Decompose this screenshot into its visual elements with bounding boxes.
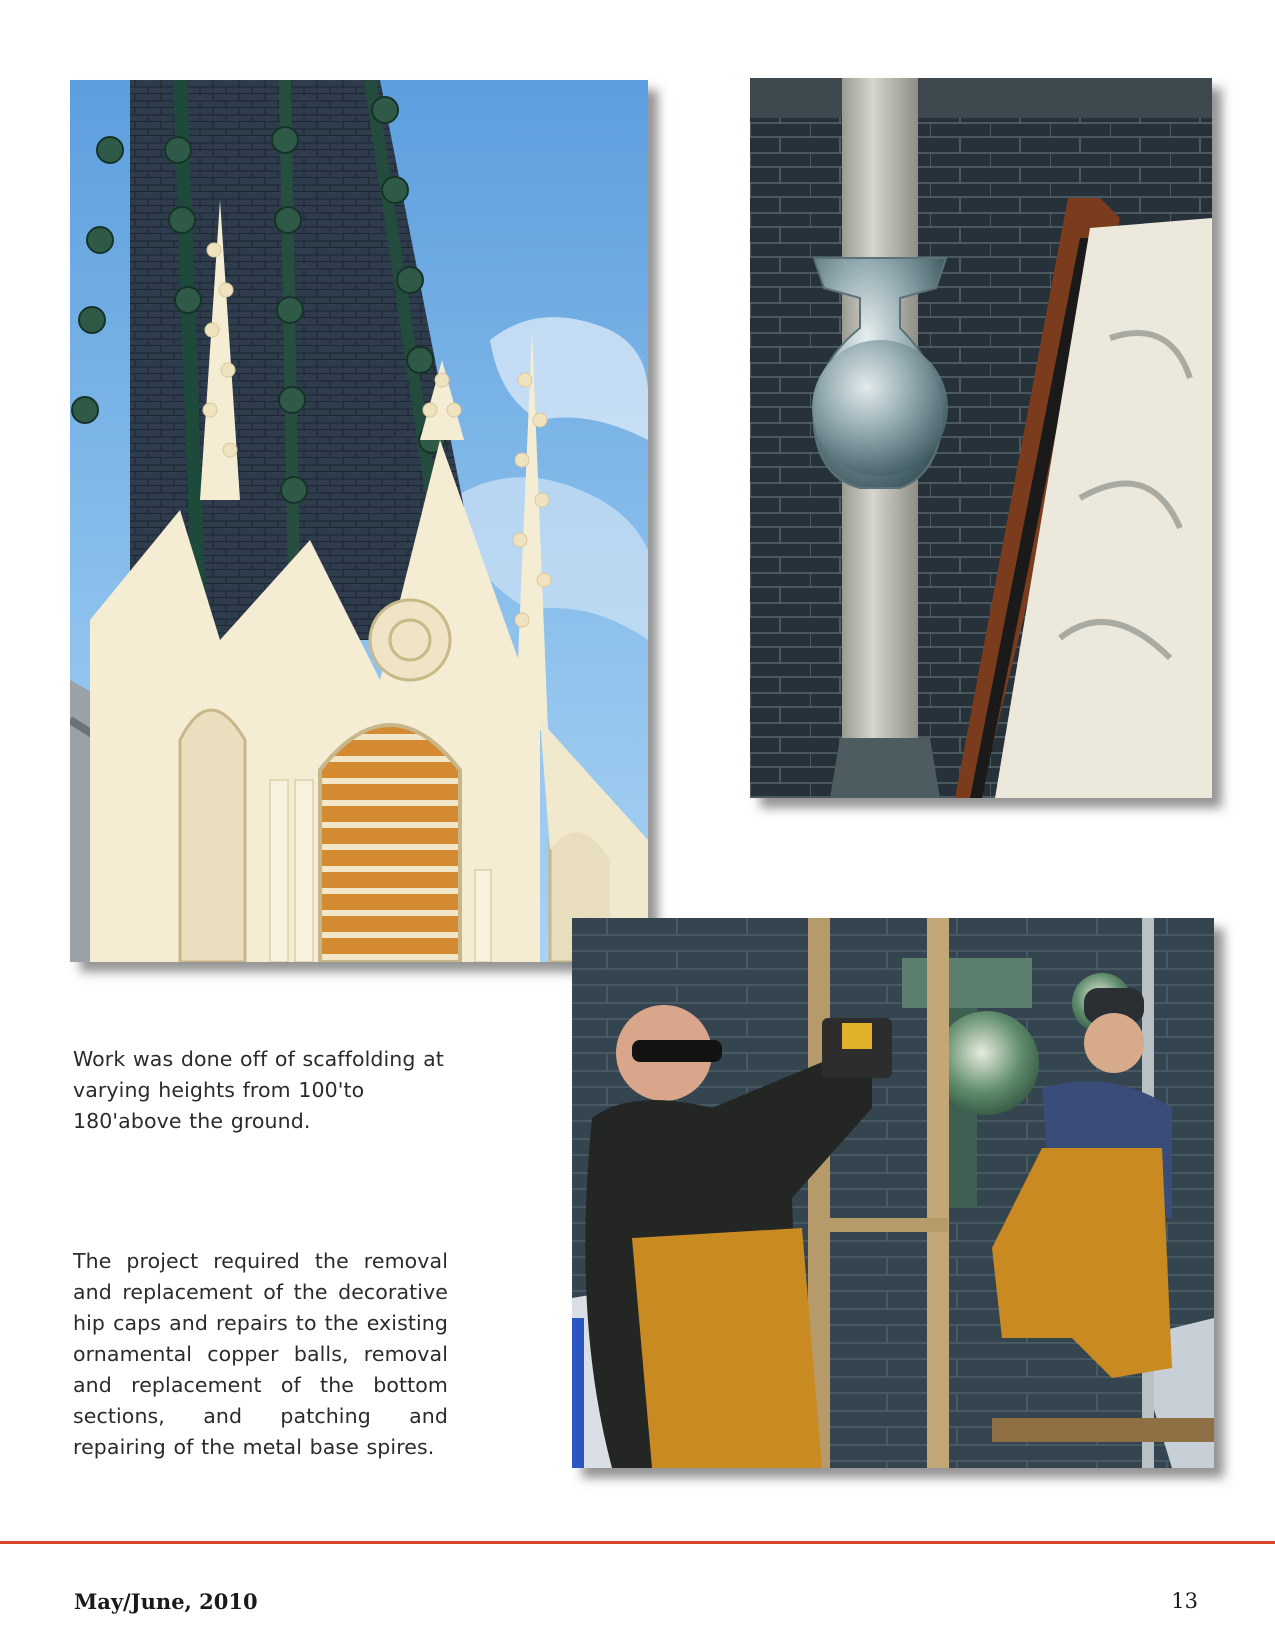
copper-ball-photo [750,78,1212,798]
spire-illustration [70,80,648,962]
caption-scaffolding: Work was done off of scaffolding at varying heights from 100'to 180'above the ground. [73,1047,444,1133]
page-number: 13 [1171,1589,1198,1613]
issue-date: May/June, 2010 [74,1589,258,1614]
copper-ball-illustration [750,78,1212,798]
caption-project-description: The project required the removal and replacement of the decorative hip caps and repairs to the existing ornamental copper balls, removal and replacement of the bottom sections, and patching and repairing of the metal base spires. [73,1249,448,1459]
spire-photo [70,80,648,962]
workers-illustration [572,918,1214,1468]
workers-photo [572,918,1214,1468]
footer-divider [0,1541,1275,1544]
